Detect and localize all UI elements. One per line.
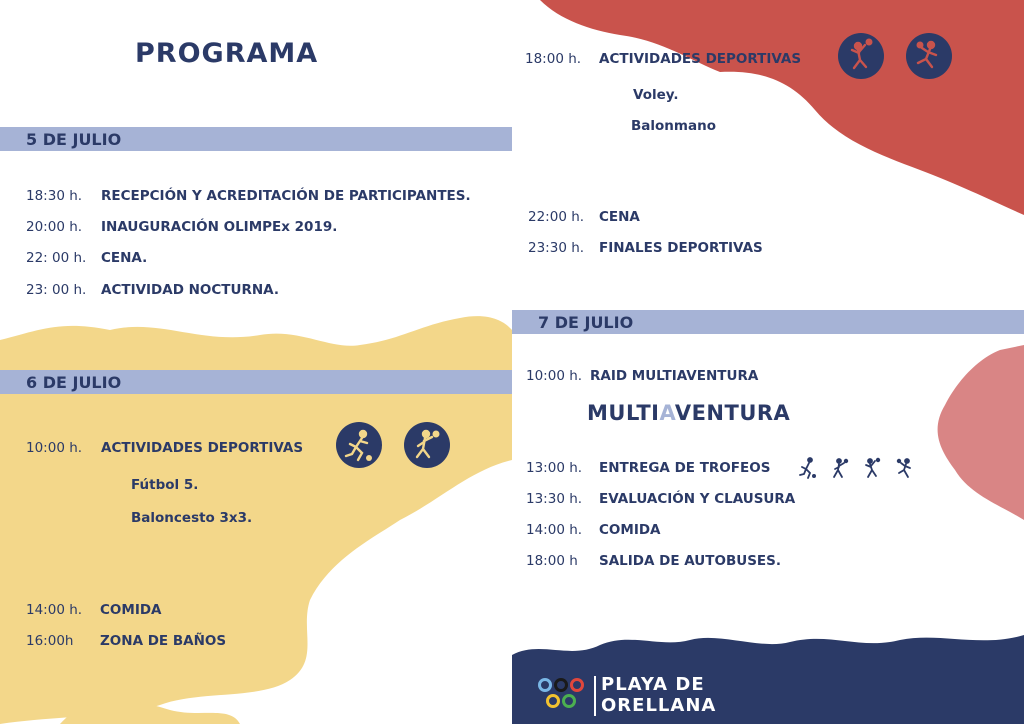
schedule-row: [26, 633, 226, 649]
basketball-icon: [404, 422, 450, 468]
event: RECEPCIÓN Y ACREDITACIÓN DE PARTICIPANTES.: [101, 188, 471, 204]
day7-label: 7 DE JULIO: [538, 313, 634, 332]
time: 18:00 h.: [525, 51, 582, 67]
event: SALIDA DE AUTOBUSES.: [599, 553, 782, 569]
handball-player-icon: [895, 457, 915, 479]
schedule-row: [26, 219, 337, 235]
event: ACTIVIDADES DEPORTIVAS: [599, 51, 802, 67]
volleyball-player-icon: [862, 457, 882, 479]
sport-item: Voley.: [633, 87, 679, 103]
multiaventura-logo: [587, 401, 790, 425]
event: CENA.: [101, 250, 148, 266]
football-icon: [336, 422, 382, 468]
day5-label: 5 DE JULIO: [26, 130, 122, 149]
event: INAUGURACIÓN OLIMPEx 2019.: [101, 219, 338, 235]
sport-item: Fútbol 5.: [131, 477, 199, 493]
multiaventura-part2: A: [659, 401, 675, 425]
sport-item: Baloncesto 3x3.: [131, 510, 253, 526]
time: 13:30 h.: [526, 491, 583, 507]
event: COMIDA: [599, 522, 661, 538]
multiaventura-part3: VENTURA: [674, 401, 791, 425]
schedule-row: [26, 282, 279, 298]
schedule-row: [526, 368, 758, 384]
day6-label: 6 DE JULIO: [26, 373, 122, 392]
schedule-row: [26, 440, 303, 456]
schedule-row: [26, 250, 147, 266]
multiaventura-part1: MULTI: [587, 401, 660, 425]
event: ACTIVIDAD NOCTURNA.: [101, 282, 279, 298]
day6-band: [0, 370, 512, 394]
event: EVALUACIÓN Y CLAUSURA: [599, 491, 796, 507]
time: 10:00 h.: [26, 440, 83, 456]
schedule-row: [526, 460, 770, 476]
handball-icon: [906, 33, 952, 79]
schedule-row: [26, 602, 162, 618]
event: ACTIVIDADES DEPORTIVAS: [101, 440, 304, 456]
sport-item: Balonmano: [631, 118, 716, 134]
event: ENTREGA DE TROFEOS: [599, 460, 771, 476]
football-player-icon: [798, 457, 818, 479]
event: RAID MULTIAVENTURA: [590, 368, 759, 384]
logo-divider: [594, 676, 596, 716]
volleyball-icon: [838, 33, 884, 79]
time: 23: 00 h.: [26, 282, 87, 298]
event: CENA: [599, 209, 640, 225]
day5-band: [0, 127, 512, 151]
time: 22:00 h.: [528, 209, 585, 225]
schedule-row: [26, 188, 471, 204]
time: 14:00 h.: [526, 522, 583, 538]
time: 20:00 h.: [26, 219, 83, 235]
schedule-row: [526, 491, 795, 507]
event: COMIDA: [100, 602, 162, 618]
time: 23:30 h.: [528, 240, 585, 256]
time: 18:00 h: [526, 553, 578, 569]
page-title: PROGRAMA: [135, 38, 319, 69]
event: ZONA DE BAÑOS: [100, 633, 227, 649]
time: 22: 00 h.: [26, 250, 87, 266]
logo-line1: PLAYA DE: [601, 674, 705, 695]
schedule-row: [525, 51, 801, 67]
logo-line2: ORELLANA: [601, 695, 717, 716]
event: FINALES DEPORTIVAS: [599, 240, 763, 256]
schedule-row: [528, 209, 640, 225]
time: 16:00h: [26, 633, 74, 649]
day7-band: [512, 310, 1024, 334]
basketball-player-icon: [830, 457, 850, 479]
time: 18:30 h.: [26, 188, 83, 204]
time: 14:00 h.: [26, 602, 83, 618]
time: 10:00 h.: [526, 368, 583, 384]
schedule-row: [526, 553, 781, 569]
schedule-row: [528, 240, 763, 256]
schedule-row: [526, 522, 661, 538]
time: 13:00 h.: [526, 460, 583, 476]
olympic-rings-logo: [536, 676, 592, 716]
